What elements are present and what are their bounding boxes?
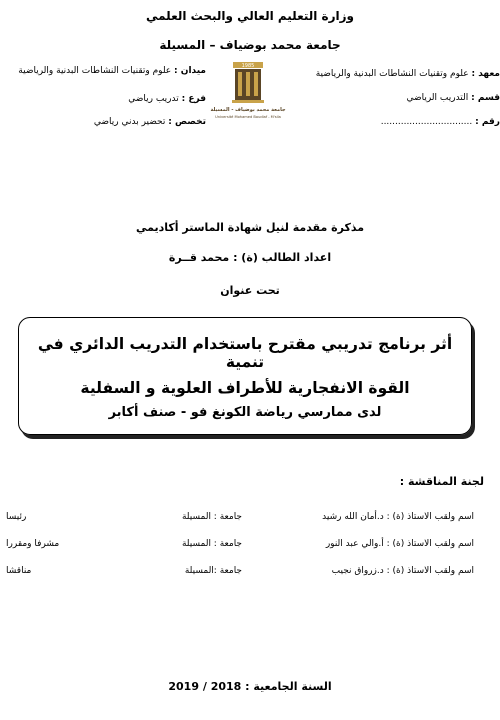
department-row — [406, 93, 500, 103]
field-value: علوم وتقنيات النشاطات البدنية والرياضية — [18, 66, 172, 76]
field-label: ميدان : — [174, 66, 206, 76]
member-name: اسم ولقب الاستاذ (ة) : د.زرواق نجيب — [331, 566, 474, 576]
thesis-title-line-1: أثر برنامج تدريبي مقترح باستخدام التدريب الدائري في تنمية — [37, 335, 453, 371]
svg-text:جامعة محمد بوضياف - المسيلة: جامعة محمد بوضياف - المسيلة — [210, 107, 286, 113]
committee-heading: لجنة المناقشة : — [399, 475, 484, 488]
svg-text:1985: 1985 — [241, 63, 255, 69]
institute-value: علوم وتقنيات النشاطات البدنية والرياضية — [315, 69, 469, 79]
field-row — [18, 66, 206, 76]
committee-member — [0, 539, 500, 555]
specialty-value: تحضير بدني رياضي — [93, 117, 166, 127]
institute-label: معهد : — [471, 69, 500, 79]
member-university: جامعة : المسيلة — [181, 512, 242, 522]
branch-row — [128, 94, 206, 104]
branch-value: تدريب رياضي — [128, 94, 179, 104]
number-label: رقم : — [475, 117, 500, 127]
specialty-row — [94, 117, 206, 127]
academic-year: السنة الجامعية : 2018 / 2019 — [168, 680, 332, 693]
branch-label: فرع : — [181, 94, 206, 104]
thesis-title-line-3: لدى ممارسي رياضة الكونغ فو - صنف أكابر — [108, 405, 382, 420]
member-university: جامعة :المسيلة — [184, 566, 242, 576]
student-name: اعداد الطالب (ة) : محمد قــرة — [168, 251, 332, 264]
member-role: مناقشا — [6, 566, 32, 576]
number-value: ................................ — [380, 117, 473, 127]
svg-text:Université Mohamed Boudiaf - M: Université Mohamed Boudiaf - M'sila — [215, 115, 281, 119]
thesis-title-line-2: القوة الانفجارية للأطراف العلوية و السفلية — [80, 379, 410, 397]
university-name: جامعة محمد بوضياف – المسيلة — [159, 38, 341, 52]
institute-row — [316, 69, 500, 79]
member-name: اسم ولقب الاستاذ (ة) : د.أمان الله رشيد — [322, 512, 474, 522]
member-name: اسم ولقب الاستاذ (ة) : أ.والي عبد النور — [325, 539, 474, 549]
university-logo-emblem — [202, 60, 294, 122]
member-role: رئيسا — [6, 512, 27, 522]
memo-title: مذكرة مقدمة لنيل شهادة الماستر أكاديمي — [135, 221, 365, 234]
member-role: مشرفا ومقررا — [6, 539, 60, 549]
member-university: جامعة : المسيلة — [181, 539, 242, 549]
thesis-title-box — [18, 317, 472, 435]
ministry-name: وزارة التعليم العالي والبحث العلمي — [145, 9, 355, 23]
university-logo — [202, 60, 294, 122]
under-title-label: تحت عنوان — [220, 284, 280, 297]
committee-member — [0, 512, 500, 528]
department-label: قسم : — [471, 93, 500, 103]
specialty-label: تخصص : — [168, 117, 206, 127]
department-value: التدريب الرياضي — [406, 93, 469, 103]
committee-member — [0, 566, 500, 582]
number-row — [381, 117, 500, 127]
